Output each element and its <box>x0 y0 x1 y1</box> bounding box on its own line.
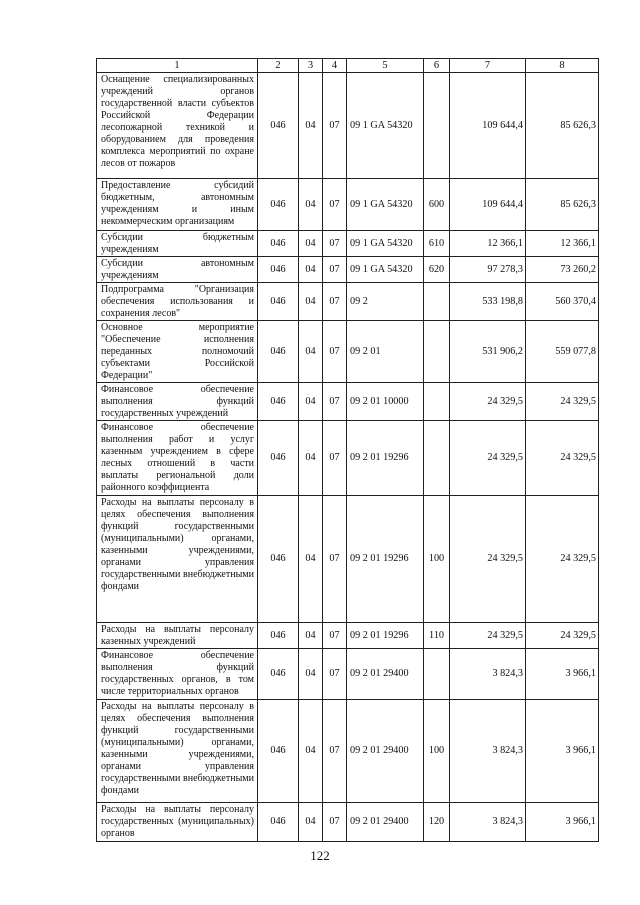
subsection-code: 07 <box>323 421 347 496</box>
row-name: Основное мероприятие "Обеспечение исполнения переданных полномочий субъектами Российской Федерации" <box>97 321 258 383</box>
subsection-code: 07 <box>323 496 347 623</box>
expense-type-code <box>424 383 450 421</box>
expense-type-code: 110 <box>424 623 450 649</box>
amount-year-1: 3 824,3 <box>450 803 526 842</box>
amount-year-2: 12 366,1 <box>526 231 599 257</box>
expense-type-code: 610 <box>424 231 450 257</box>
subsection-code: 07 <box>323 383 347 421</box>
amount-year-1: 97 278,3 <box>450 257 526 283</box>
amount-year-2: 24 329,5 <box>526 623 599 649</box>
subsection-code: 07 <box>323 321 347 383</box>
column-number: 4 <box>323 59 347 73</box>
column-number: 5 <box>347 59 424 73</box>
target-article-code: 09 2 01 19296 <box>347 623 424 649</box>
amount-year-1: 12 366,1 <box>450 231 526 257</box>
section-code: 04 <box>299 649 323 700</box>
target-article-code: 09 2 01 29400 <box>347 803 424 842</box>
target-article-code: 09 1 GA 54320 <box>347 73 424 179</box>
row-name: Предоставление субсидий бюджетным, автономным учреждениям и иным некоммерческим организациям <box>97 179 258 231</box>
target-article-code: 09 2 <box>347 283 424 321</box>
section-code: 04 <box>299 700 323 803</box>
amount-year-2: 73 260,2 <box>526 257 599 283</box>
amount-year-2: 559 077,8 <box>526 321 599 383</box>
chapter-code: 046 <box>258 321 299 383</box>
chapter-code: 046 <box>258 623 299 649</box>
expense-type-code: 100 <box>424 496 450 623</box>
table-row <box>97 700 599 803</box>
section-code: 04 <box>299 231 323 257</box>
budget-table <box>96 58 599 842</box>
table-row <box>97 803 599 842</box>
amount-year-1: 24 329,5 <box>450 623 526 649</box>
amount-year-2: 560 370,4 <box>526 283 599 321</box>
target-article-code: 09 1 GA 54320 <box>347 231 424 257</box>
target-article-code: 09 2 01 10000 <box>347 383 424 421</box>
subsection-code: 07 <box>323 73 347 179</box>
column-number: 7 <box>450 59 526 73</box>
row-name: Расходы на выплаты персоналу в целях обеспечения выполнения функций государственными (муниципальными) органами, казенными учреждениями, органами управления государственными внебюджетными фондами <box>97 700 258 803</box>
chapter-code: 046 <box>258 803 299 842</box>
table-row <box>97 283 599 321</box>
table-row <box>97 496 599 623</box>
column-number: 3 <box>299 59 323 73</box>
amount-year-1: 3 824,3 <box>450 649 526 700</box>
amount-year-1: 533 198,8 <box>450 283 526 321</box>
target-article-code: 09 1 GA 54320 <box>347 179 424 231</box>
table-row <box>97 321 599 383</box>
expense-type-code <box>424 421 450 496</box>
column-number: 2 <box>258 59 299 73</box>
subsection-code: 07 <box>323 649 347 700</box>
expense-type-code: 620 <box>424 257 450 283</box>
section-code: 04 <box>299 283 323 321</box>
amount-year-1: 24 329,5 <box>450 383 526 421</box>
target-article-code: 09 2 01 29400 <box>347 649 424 700</box>
page-number: 122 <box>310 848 330 863</box>
row-name: Расходы на выплаты персоналу казенных учреждений <box>97 623 258 649</box>
section-code: 04 <box>299 321 323 383</box>
subsection-code: 07 <box>323 623 347 649</box>
chapter-code: 046 <box>258 496 299 623</box>
row-name: Субсидии бюджетным учреждениям <box>97 231 258 257</box>
amount-year-1: 109 644,4 <box>450 179 526 231</box>
subsection-code: 07 <box>323 231 347 257</box>
subsection-code: 07 <box>323 700 347 803</box>
section-code: 04 <box>299 73 323 179</box>
section-code: 04 <box>299 383 323 421</box>
row-name: Расходы на выплаты персоналу государственных (муниципальных) органов <box>97 803 258 842</box>
row-name: Субсидии автономным учреждениям <box>97 257 258 283</box>
subsection-code: 07 <box>323 283 347 321</box>
amount-year-2: 85 626,3 <box>526 179 599 231</box>
column-number: 6 <box>424 59 450 73</box>
amount-year-1: 109 644,4 <box>450 73 526 179</box>
section-code: 04 <box>299 179 323 231</box>
table-row <box>97 383 599 421</box>
amount-year-2: 85 626,3 <box>526 73 599 179</box>
amount-year-2: 3 966,1 <box>526 700 599 803</box>
target-article-code: 09 2 01 19296 <box>347 421 424 496</box>
amount-year-2: 3 966,1 <box>526 649 599 700</box>
section-code: 04 <box>299 421 323 496</box>
chapter-code: 046 <box>258 283 299 321</box>
expense-type-code: 100 <box>424 700 450 803</box>
chapter-code: 046 <box>258 179 299 231</box>
table-row <box>97 179 599 231</box>
section-code: 04 <box>299 257 323 283</box>
target-article-code: 09 2 01 29400 <box>347 700 424 803</box>
table-row <box>97 421 599 496</box>
row-name: Расходы на выплаты персоналу в целях обеспечения выполнения функций государственными (муниципальными) органами, казенными учреждениями, органами управления государственными внебюджетными фондами <box>97 496 258 623</box>
amount-year-2: 24 329,5 <box>526 383 599 421</box>
amount-year-2: 3 966,1 <box>526 803 599 842</box>
target-article-code: 09 1 GA 54320 <box>347 257 424 283</box>
table-row <box>97 257 599 283</box>
chapter-code: 046 <box>258 700 299 803</box>
amount-year-1: 3 824,3 <box>450 700 526 803</box>
chapter-code: 046 <box>258 649 299 700</box>
section-code: 04 <box>299 623 323 649</box>
table-row <box>97 231 599 257</box>
expense-type-code: 120 <box>424 803 450 842</box>
amount-year-2: 24 329,5 <box>526 421 599 496</box>
expense-type-code <box>424 649 450 700</box>
subsection-code: 07 <box>323 803 347 842</box>
expense-type-code: 600 <box>424 179 450 231</box>
expense-type-code <box>424 321 450 383</box>
section-code: 04 <box>299 496 323 623</box>
target-article-code: 09 2 01 <box>347 321 424 383</box>
chapter-code: 046 <box>258 257 299 283</box>
expense-type-code <box>424 73 450 179</box>
chapter-code: 046 <box>258 383 299 421</box>
table-row <box>97 73 599 179</box>
row-name: Подпрограмма "Организация обеспечения использования и сохранения лесов" <box>97 283 258 321</box>
amount-year-1: 531 906,2 <box>450 321 526 383</box>
table-row <box>97 649 599 700</box>
amount-year-2: 24 329,5 <box>526 496 599 623</box>
target-article-code: 09 2 01 19296 <box>347 496 424 623</box>
subsection-code: 07 <box>323 179 347 231</box>
chapter-code: 046 <box>258 231 299 257</box>
row-name: Оснащение специализированных учреждений органов государственной власти субъектов Российской Федерации лесопожарной техникой и оборудованием для проведения комплекса мероприятий по охране лесов от пожаров <box>97 73 258 179</box>
table-header-row <box>97 59 599 73</box>
subsection-code: 07 <box>323 257 347 283</box>
row-name: Финансовое обеспечение выполнения работ и услуг казенным учреждением в сфере лесных отношений в части выплаты региональной доли районного коэффициента <box>97 421 258 496</box>
section-code: 04 <box>299 803 323 842</box>
column-number: 1 <box>97 59 258 73</box>
column-number: 8 <box>526 59 599 73</box>
amount-year-1: 24 329,5 <box>450 496 526 623</box>
amount-year-1: 24 329,5 <box>450 421 526 496</box>
table-row <box>97 623 599 649</box>
chapter-code: 046 <box>258 73 299 179</box>
row-name: Финансовое обеспечение выполнения функций государственных учреждений <box>97 383 258 421</box>
chapter-code: 046 <box>258 421 299 496</box>
expense-type-code <box>424 283 450 321</box>
row-name: Финансовое обеспечение выполнения функций государственных органов, в том числе территориальных органов <box>97 649 258 700</box>
